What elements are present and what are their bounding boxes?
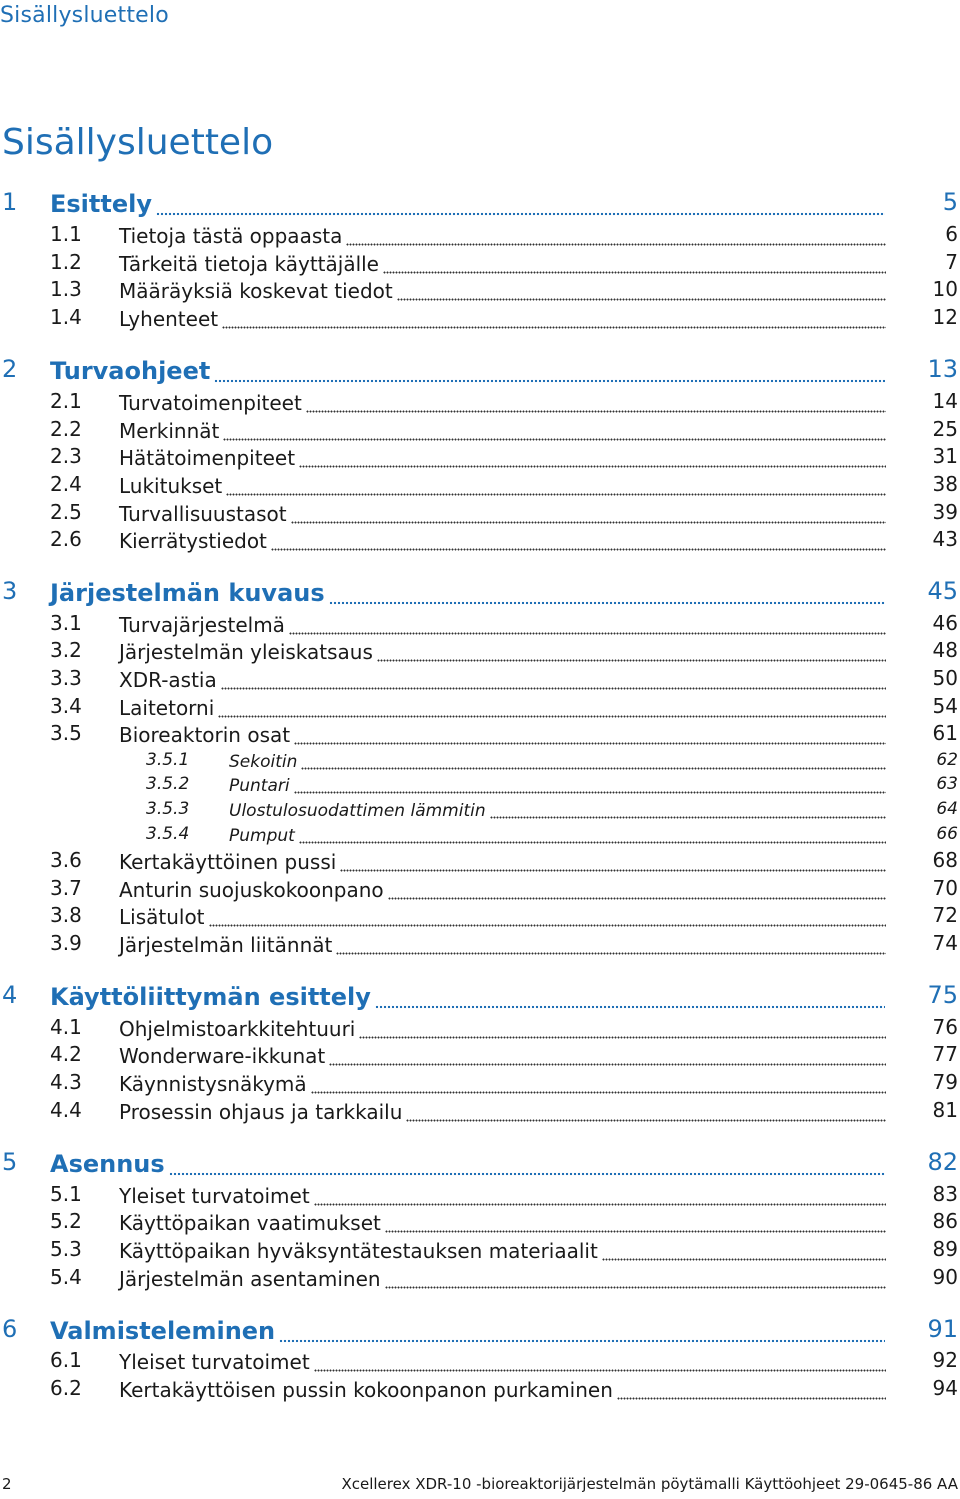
toc-dot-leader [397,281,886,301]
toc-entry-title: Ulostulosuodattimen lämmitin [229,801,486,821]
toc-chapter-entry[interactable] [0,1148,960,1182]
toc-entry-page-number: 31 [932,444,958,468]
toc-entry-leader [119,876,886,902]
toc-entry-title: Lukitukset [119,474,223,498]
toc-entry-number: 4.1 [50,1015,82,1039]
toc-entry-title: Prosessin ohjaus ja tarkkailu [119,1100,403,1124]
toc-entry-number: 3.6 [50,848,82,872]
toc-entry-leader [119,1376,886,1402]
toc-dot-leader [294,725,886,745]
toc-dot-leader [306,393,886,413]
toc-dot-leader [294,777,886,794]
toc-entry-number: 4.2 [50,1042,82,1066]
toc-entry-title: Wonderware-ikkunat [119,1044,326,1068]
toc-entry-title: Anturin suojuskokoonpano [119,878,384,902]
toc-entry-title: Turvajärjestelmä [119,613,285,637]
toc-entry-title: Asennus [50,1150,165,1178]
toc-dot-leader [490,802,886,819]
toc-entry-leader [119,903,886,929]
toc-entry-number: 3.5.4 [146,824,190,844]
toc-entry-leader [229,750,886,772]
toc-entry-page-number: 64 [936,799,958,819]
toc-entry-number: 5 [2,1148,18,1176]
toc-entry-number: 3.9 [50,931,82,955]
toc-entry-leader [119,500,886,526]
toc-entry-title: Puntari [229,776,290,796]
toc-entry-leader [119,417,886,443]
toc-entry-title: Ohjelmistoarkkitehtuuri [119,1017,356,1041]
toc-entry-page-number: 75 [927,981,958,1009]
toc-entry-page-number: 72 [932,903,958,927]
page-title: Sisällysluettelo [2,122,274,163]
toc-entry-number: 3 [2,577,18,605]
toc-entry-page-number: 82 [927,1148,958,1176]
toc-entry-number: 4.4 [50,1098,82,1122]
toc-entry-title: Esittely [50,190,152,218]
toc-dot-leader [406,1102,886,1122]
toc-entry-leader [50,188,885,218]
toc-entry-leader [119,721,886,747]
toc-section-entry[interactable] [0,903,960,931]
toc-entry-title: Järjestelmän asentaminen [119,1267,381,1291]
toc-dot-leader [617,1380,886,1400]
toc-entry-number: 3.3 [50,666,82,690]
toc-entry-number: 3.5.3 [146,799,190,819]
toc-dot-leader [214,359,885,383]
toc-entry-page-number: 6 [945,222,958,246]
toc-entry-number: 1.3 [50,277,82,301]
toc-section-entry[interactable] [0,500,960,528]
toc-section-entry[interactable] [0,527,960,555]
toc-entry-page-number: 54 [932,694,958,718]
toc-entry-leader [229,774,886,796]
toc-entry-leader [119,848,886,874]
toc-entry-page-number: 76 [932,1015,958,1039]
toc-entry-leader [119,444,886,470]
toc-section-entry[interactable] [0,1209,960,1237]
footer-page-number: 2 [2,1475,12,1493]
toc-dot-leader [218,698,886,718]
toc-entry-leader [119,1182,886,1208]
toc-entry-title: Hätätoimenpiteet [119,446,296,470]
toc-entry-title: Käyttöliittymän esittely [50,983,371,1011]
toc-entry-page-number: 83 [932,1182,958,1206]
toc-entry-number: 4 [2,981,18,1009]
toc-entry-leader [119,611,886,637]
toc-chapter-entry[interactable] [0,1315,960,1349]
toc-entry-leader [119,222,886,248]
toc-section-entry[interactable] [0,1237,960,1265]
toc-dot-leader [223,421,886,441]
toc-entry-title: Järjestelmän liitännät [119,933,333,957]
toc-entry-number: 1 [2,188,18,216]
toc-dot-leader [226,476,886,496]
toc-section-entry[interactable] [0,277,960,305]
toc-entry-page-number: 50 [932,666,958,690]
toc-dot-leader [299,827,886,844]
toc-entry-leader [119,1070,886,1096]
toc-entry-title: Kierrätystiedot [119,529,267,553]
toc-entry-number: 3.5.2 [146,774,190,794]
toc-entry-leader [229,799,886,821]
toc-dot-leader [301,753,886,770]
toc-entry-page-number: 70 [932,876,958,900]
toc-entry-title: Valmisteleminen [50,1317,276,1345]
toc-entry-page-number: 91 [927,1315,958,1343]
toc-section-entry[interactable] [0,1015,960,1043]
toc-entry-title: Kertakäyttöinen pussi [119,850,337,874]
toc-entry-leader [50,981,885,1011]
toc-section-entry[interactable] [0,931,960,959]
toc-entry-page-number: 86 [932,1209,958,1233]
toc-section-entry[interactable] [0,472,960,500]
toc-entry-title: Järjestelmän yleiskatsaus [119,640,373,664]
toc-dot-leader [377,642,886,662]
toc-chapter-entry[interactable] [0,188,960,222]
footer-document-title: Xcellerex XDR-10 -bioreaktorijärjestelmän pöytämalli Käyttöohjeet 29-0645-86 AA [341,1475,958,1493]
toc-entry-title: Turvaohjeet [50,357,211,385]
toc-dot-leader [291,504,886,524]
toc-entry-page-number: 39 [932,500,958,524]
toc-dot-leader [221,670,886,690]
toc-section-entry[interactable] [0,1265,960,1293]
toc-entry-leader [119,1015,886,1041]
toc-section-entry[interactable] [0,721,960,749]
toc-subsection-entry[interactable] [0,799,960,823]
toc-entry-leader [119,1098,886,1124]
toc-entry-title: Tietoja tästä oppaasta [119,224,343,248]
toc-dot-leader [346,226,886,246]
toc-entry-page-number: 74 [932,931,958,955]
toc-entry-number: 5.2 [50,1209,82,1233]
toc-section-entry[interactable] [0,1042,960,1070]
toc-entry-leader [119,472,886,498]
toc-entry-leader [119,1348,886,1374]
toc-chapter-entry[interactable] [0,355,960,389]
toc-subsection-entry[interactable] [0,750,960,774]
toc-entry-leader [50,577,885,607]
toc-dot-leader [271,531,886,551]
toc-entry-title: Lisätulot [119,905,205,929]
toc-entry-title: Sekoitin [229,752,298,772]
toc-entry-leader [119,638,886,664]
toc-dot-leader [602,1241,886,1261]
toc-entry-number: 4.3 [50,1070,82,1094]
toc-entry-number: 5.3 [50,1237,82,1261]
toc-entry-leader [119,527,886,553]
toc-dot-leader [314,1186,886,1206]
toc-entry-number: 3.7 [50,876,82,900]
toc-entry-number: 2.5 [50,500,82,524]
toc-entry-number: 2.4 [50,472,82,496]
toc-entry-title: Turvatoimenpiteet [119,391,302,415]
toc-entry-leader [119,666,886,692]
toc-entry-page-number: 14 [932,389,958,413]
toc-dot-leader [375,985,885,1009]
toc-entry-title: Käyttöpaikan vaatimukset [119,1211,381,1235]
toc-dot-leader [329,1046,886,1066]
toc-section-entry[interactable] [0,1376,960,1404]
toc-section-entry[interactable] [0,638,960,666]
toc-entry-number: 3.5.1 [146,750,190,770]
toc-entry-number: 2.2 [50,417,82,441]
toc-entry-title: Tärkeitä tietoja käyttäjälle [119,252,379,276]
toc-chapter-entry[interactable] [0,981,960,1015]
toc-entry-page-number: 79 [932,1070,958,1094]
toc-entry-number: 6.1 [50,1348,82,1372]
toc-section-entry[interactable] [0,1070,960,1098]
toc-entry-number: 1.2 [50,250,82,274]
toc-entry-number: 5.4 [50,1265,82,1289]
toc-section-entry[interactable] [0,417,960,445]
toc-entry-page-number: 46 [932,611,958,635]
toc-entry-page-number: 12 [932,305,958,329]
toc-entry-page-number: 90 [932,1265,958,1289]
toc-entry-title: Lyhenteet [119,307,219,331]
toc-entry-leader [119,389,886,415]
toc-dot-leader [340,852,886,872]
toc-entry-title: Kertakäyttöisen pussin kokoonpanon purkaminen [119,1378,613,1402]
toc-entry-title: Merkinnät [119,419,220,443]
toc-entry-number: 3.4 [50,694,82,718]
toc-entry-number: 3.1 [50,611,82,635]
toc-entry-title: Turvallisuustasot [119,502,287,526]
toc-dot-leader [299,448,886,468]
toc-section-entry[interactable] [0,389,960,417]
toc-dot-leader [329,581,885,605]
toc-entry-page-number: 45 [927,577,958,605]
toc-entry-number: 6.2 [50,1376,82,1400]
toc-entry-leader [229,824,886,846]
toc-dot-leader [314,1352,886,1372]
toc-entry-leader [119,1265,886,1291]
toc-entry-title: Järjestelmän kuvaus [50,579,325,607]
toc-entry-leader [119,1237,886,1263]
toc-section-entry[interactable] [0,611,960,639]
toc-dot-leader [222,309,886,329]
toc-entry-number: 3.8 [50,903,82,927]
toc-entry-page-number: 38 [932,472,958,496]
toc-section-entry[interactable] [0,1182,960,1210]
toc-entry-leader [119,277,886,303]
toc-entry-leader [119,1209,886,1235]
toc-entry-page-number: 48 [932,638,958,662]
toc-entry-title: Käyttöpaikan hyväksyntätestauksen materiaalit [119,1239,598,1263]
toc-entry-title: Yleiset turvatoimet [119,1350,310,1374]
toc-section-entry[interactable] [0,250,960,278]
toc-entry-page-number: 66 [936,824,958,844]
toc-entry-page-number: 77 [932,1042,958,1066]
toc-dot-leader [156,192,885,216]
toc-entry-page-number: 61 [932,721,958,745]
toc-section-entry[interactable] [0,876,960,904]
toc-section-entry[interactable] [0,305,960,333]
toc-dot-leader [385,1213,886,1233]
toc-entry-page-number: 89 [932,1237,958,1261]
toc-entry-leader [50,1148,885,1178]
toc-entry-page-number: 10 [932,277,958,301]
toc-chapter-entry[interactable] [0,577,960,611]
toc-entry-number: 3.5 [50,721,82,745]
toc-dot-leader [289,615,886,635]
toc-entry-title: XDR-astia [119,668,217,692]
toc-section-entry[interactable] [0,666,960,694]
toc-entry-leader [119,694,886,720]
toc-entry-number: 5.1 [50,1182,82,1206]
toc-entry-leader [50,1315,885,1345]
toc-subsection-entry[interactable] [0,774,960,798]
toc-entry-title: Pumput [229,826,295,846]
toc-entry-title: Käynnistysnäkymä [119,1072,307,1096]
toc-entry-title: Yleiset turvatoimet [119,1184,310,1208]
toc-entry-leader [50,355,885,385]
toc-entry-title: Bioreaktorin osat [119,723,291,747]
toc-section-entry[interactable] [0,848,960,876]
toc-entry-page-number: 63 [936,774,958,794]
toc-entry-page-number: 7 [945,250,958,274]
toc-entry-page-number: 81 [932,1098,958,1122]
toc-entry-title: Laitetorni [119,696,215,720]
toc-entry-leader [119,250,886,276]
toc-entry-leader [119,931,886,957]
toc-entry-page-number: 5 [942,188,958,216]
toc-entry-page-number: 94 [932,1376,958,1400]
toc-entry-title: Määräyksiä koskevat tiedot [119,279,393,303]
toc-dot-leader [311,1074,886,1094]
toc-entry-leader [119,305,886,331]
toc-dot-leader [359,1019,886,1039]
toc-section-entry[interactable] [0,1348,960,1376]
toc-entry-number: 3.2 [50,638,82,662]
toc-dot-leader [388,880,886,900]
toc-section-entry[interactable] [0,444,960,472]
toc-section-entry[interactable] [0,222,960,250]
toc-entry-page-number: 92 [932,1348,958,1372]
toc-entry-number: 6 [2,1315,18,1343]
toc-entry-page-number: 68 [932,848,958,872]
toc-dot-leader [279,1319,885,1343]
toc-entry-number: 1.4 [50,305,82,329]
toc-entry-number: 2.1 [50,389,82,413]
toc-entry-page-number: 43 [932,527,958,551]
toc-entry-page-number: 25 [932,417,958,441]
toc-dot-leader [383,254,886,274]
toc-entry-number: 2.3 [50,444,82,468]
toc-subsection-entry[interactable] [0,824,960,848]
toc-dot-leader [209,907,886,927]
toc-dot-leader [169,1152,885,1176]
toc-entry-leader [119,1042,886,1068]
toc-entry-page-number: 13 [927,355,958,383]
toc-entry-number: 2 [2,355,18,383]
toc-entry-number: 2.6 [50,527,82,551]
toc-dot-leader [385,1269,886,1289]
toc-entry-page-number: 62 [936,750,958,770]
toc-section-entry[interactable] [0,1098,960,1126]
toc-dot-leader [336,935,886,955]
toc-section-entry[interactable] [0,694,960,722]
toc-entry-number: 1.1 [50,222,82,246]
running-header: Sisällysluettelo [0,3,169,28]
